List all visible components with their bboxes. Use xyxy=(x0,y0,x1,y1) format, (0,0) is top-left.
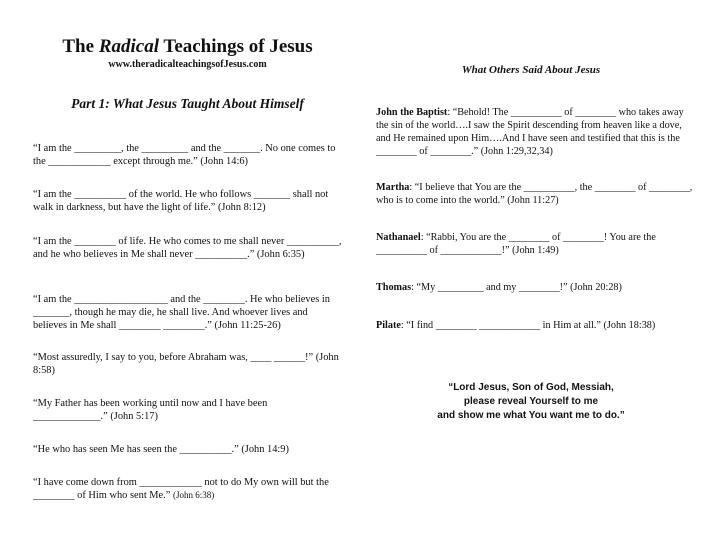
closing-prayer xyxy=(400,381,662,424)
testimony-entry: Martha: “I believe that You are the __________, the ________ of ________, who is to come into the world.” (John 11:27) xyxy=(376,182,693,206)
speaker-name: Pilate xyxy=(376,320,401,331)
quote-item: “Most assuredly, I say to you, before Abraham was, ____ ______!” (John 8:58) xyxy=(33,352,339,376)
quote-item: “I am the __________________ and the ________. He who believes in _______, though he may die, he shall live. And whoever lives and believes in Me shall ________ ________.” (John 11:25-26) xyxy=(33,294,330,331)
quote-item: “I have come down from ____________ not to do My own will but the ________ of Him who sent Me.” (John 6:38) xyxy=(33,477,329,501)
quote-item: “He who has seen Me has seen the __________.” (John 14:9) xyxy=(33,444,289,455)
right-heading: What Others Said About Jesus xyxy=(461,64,601,76)
speaker-name: Martha xyxy=(376,182,410,193)
speaker-name: John the Baptist xyxy=(376,107,448,118)
document-title: The Radical Teachings of Jesus xyxy=(62,36,313,57)
testimony-entry: Nathanael: “Rabbi, You are the ________ of ________! You are the __________ of ____________!” (John 1:49) xyxy=(376,232,656,256)
quote-item: “I am the _________, the _________ and the _______. No one comes to the ____________ except through me.” (John 14:6) xyxy=(33,143,336,167)
testimony-entry: John the Baptist: “Behold! The __________ of ________ who takes away the sin of the world….I saw the Spirit descending from heaven like a dove, and He remained upon Him….And I have seen and testified that this is the ________ of ________.” (John 1:29,32,34) xyxy=(376,107,684,157)
prayer-line: please reveal Yourself to me xyxy=(463,396,599,408)
part-heading: Part 1: What Jesus Taught About Himself xyxy=(71,96,304,111)
quote-item: “I am the ________ of life. He who comes to me shall never __________, and he who believes in Me shall never __________.” (John 6:35) xyxy=(33,236,342,260)
quote-item: “I am the __________ of the world. He who follows _______ shall not walk in darkness, but have the light of life.” (John 8:12) xyxy=(33,189,329,213)
testimony-entry: Thomas: “My _________ and my ________!” (John 20:28) xyxy=(376,282,622,293)
quote-item: “My Father has been working until now and I have been _____________.” (John 5:17) xyxy=(33,398,268,422)
speaker-name: Thomas xyxy=(376,282,412,293)
quote-reference: (John 6:38) xyxy=(172,490,215,500)
testimony-entry: Pilate: “I find ________ ____________ in Him at all.” (John 18:38) xyxy=(376,320,656,331)
prayer-line: “Lord Jesus, Son of God, Messiah, xyxy=(448,382,614,393)
website-url: www.theradicalteachingsofJesus.com xyxy=(108,59,267,70)
speaker-name: Nathanael xyxy=(376,232,421,243)
title-emphasis: Radical xyxy=(98,36,159,57)
prayer-line: and show me what You want me to do.” xyxy=(437,410,625,422)
